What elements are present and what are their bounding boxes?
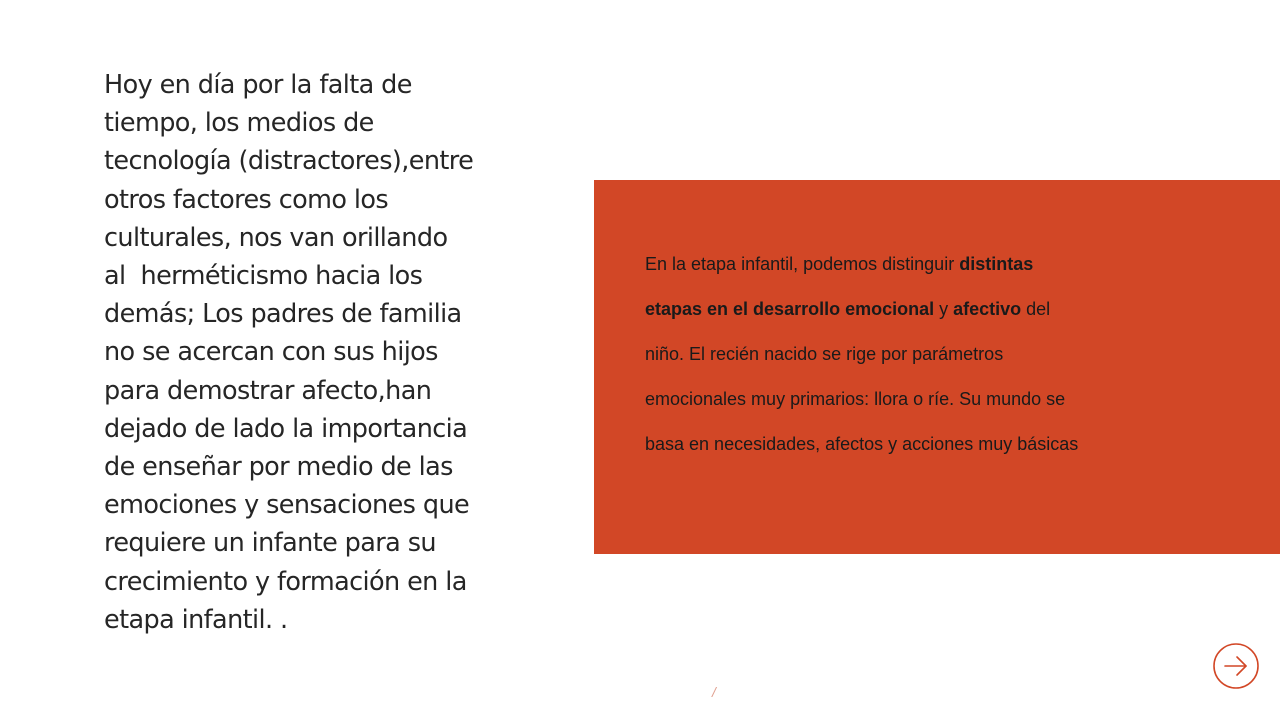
next-slide-button[interactable]	[1212, 642, 1260, 690]
accent-text-bold: distintas	[959, 254, 1034, 274]
left-text-line: al herméticismo hacia los	[104, 261, 423, 292]
accent-text-line	[645, 242, 1245, 287]
left-text-line: tiempo, los medios de	[104, 108, 374, 139]
accent-text-segment: En la etapa infantil, podemos distinguir	[645, 254, 960, 274]
left-text-line: otros factores como los	[104, 184, 389, 215]
left-text-line: tecnología (distractores),entre	[104, 146, 474, 177]
accent-text-segment: y	[934, 299, 954, 319]
left-text-line: etapa infantil. .	[104, 604, 288, 635]
left-text-line: emociones y sensaciones que	[104, 490, 470, 521]
left-text-line: para demostrar afecto,han	[104, 375, 432, 406]
accent-text-line: niño. El recién nacido se rige por parámetros	[645, 344, 1004, 364]
left-text-line: dejado de lado la importancia	[104, 413, 468, 444]
left-text-line: Hoy en día por la falta de	[104, 70, 412, 100]
page-marker: /	[712, 684, 716, 700]
left-text-line: no se acercan con sus hijos	[104, 337, 438, 368]
accent-box	[594, 180, 1280, 554]
left-text-line: requiere un infante para su	[104, 528, 436, 559]
accent-box-text	[645, 242, 1245, 467]
accent-text-bold: afectivo	[953, 299, 1022, 319]
left-text-line: de enseñar por medio de las	[104, 452, 453, 483]
accent-text-segment: del	[1021, 299, 1051, 319]
left-text-line: demás; Los padres de familia	[104, 299, 462, 330]
accent-text-line: emocionales muy primarios: llora o ríe. Su mundo se	[645, 389, 1066, 409]
left-body-text	[104, 66, 544, 639]
accent-text-line	[645, 287, 1245, 332]
left-text-line: crecimiento y formación en la	[104, 566, 467, 597]
accent-text-bold: etapas en el desarrollo emocional	[645, 299, 935, 319]
arrow-right-circle-icon	[1212, 642, 1260, 690]
left-text-line: culturales, nos van orillando	[104, 222, 448, 253]
accent-text-line: basa en necesidades, afectos y acciones muy básicas	[645, 434, 1079, 454]
